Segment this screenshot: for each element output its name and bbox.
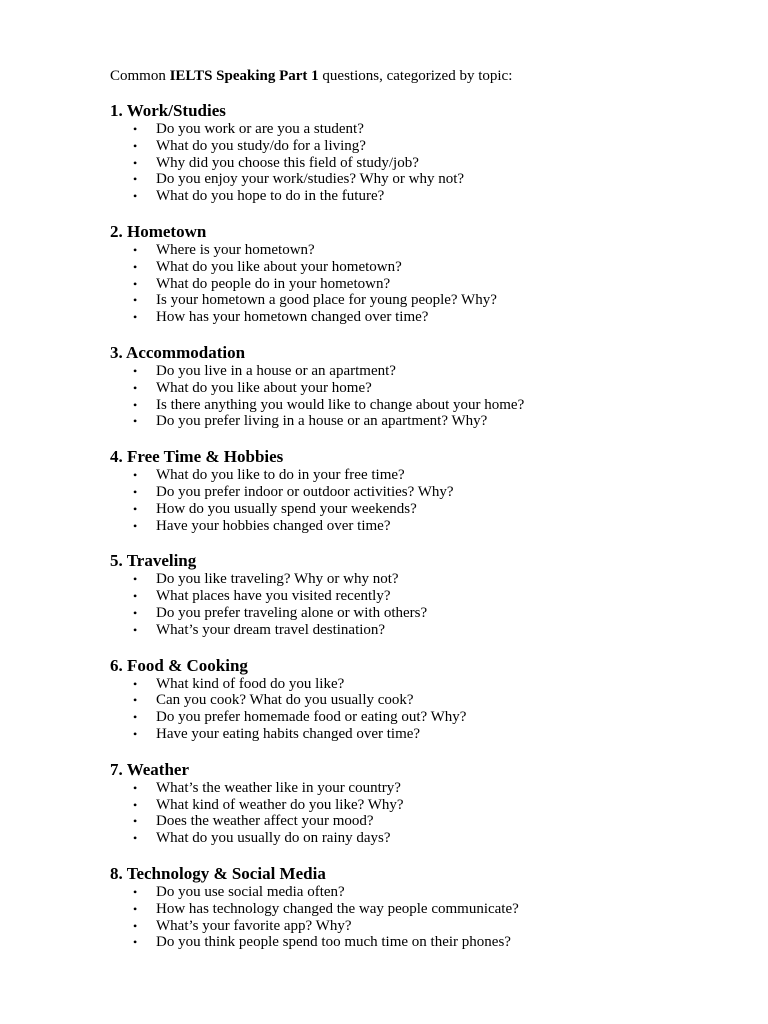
bullet-icon: •	[133, 414, 138, 429]
intro-line	[110, 68, 768, 85]
list-item	[110, 292, 768, 309]
bullet-icon: •	[133, 831, 138, 846]
bullet-icon: •	[133, 138, 138, 153]
question-list	[110, 363, 768, 430]
question-text: What kind of food do you like?	[156, 675, 345, 692]
section-heading: 7. Weather	[110, 759, 190, 779]
bullet-icon: •	[133, 276, 138, 291]
bullet-icon: •	[133, 242, 138, 257]
bullet-icon: •	[133, 484, 138, 499]
list-item	[110, 363, 768, 380]
list-item	[110, 188, 768, 205]
bullet-icon: •	[133, 622, 138, 637]
section	[110, 101, 768, 205]
question-text: How has technology changed the way people communicate?	[156, 900, 519, 917]
section-heading: 5. Traveling	[110, 551, 197, 571]
question-text: What do people do in your hometown?	[156, 275, 391, 292]
section	[110, 864, 768, 951]
section	[110, 343, 768, 430]
bullet-icon: •	[133, 518, 138, 533]
bullet-icon: •	[133, 310, 138, 325]
question-list	[110, 780, 768, 847]
question-list	[110, 676, 768, 743]
question-text: What’s your favorite app? Why?	[156, 917, 352, 934]
list-item	[110, 726, 768, 743]
list-item	[110, 901, 768, 918]
question-text: Do you think people spend too much time on their phones?	[156, 934, 511, 951]
section-heading: 2. Hometown	[110, 221, 207, 241]
list-item	[110, 484, 768, 501]
section	[110, 551, 768, 638]
list-item	[110, 309, 768, 326]
section-heading: 3. Accommodation	[110, 342, 246, 362]
bullet-icon: •	[133, 155, 138, 170]
question-text: Can you cook? What do you usually cook?	[156, 692, 414, 709]
bullet-icon: •	[133, 468, 138, 483]
bullet-icon: •	[133, 780, 138, 795]
question-text: What do you hope to do in the future?	[156, 188, 385, 205]
list-item	[110, 588, 768, 605]
question-text: Have your eating habits changed over time?	[156, 725, 421, 742]
question-text: What do you like about your home?	[156, 379, 372, 396]
list-item	[110, 467, 768, 484]
intro-bold: IELTS Speaking Part 1	[169, 68, 319, 84]
question-list	[110, 571, 768, 638]
bullet-icon: •	[133, 380, 138, 395]
question-text: What do you like to do in your free time?	[156, 467, 405, 484]
list-item	[110, 605, 768, 622]
bullet-icon: •	[133, 676, 138, 691]
section-heading: 8. Technology & Social Media	[110, 863, 326, 883]
bullet-icon: •	[133, 122, 138, 136]
list-item	[110, 692, 768, 709]
section	[110, 447, 768, 534]
section-heading: 1. Work/Studies	[110, 101, 226, 120]
question-text: Where is your hometown?	[156, 241, 315, 258]
list-item	[110, 380, 768, 397]
bullet-icon: •	[133, 918, 138, 933]
list-item	[110, 813, 768, 830]
question-list	[110, 121, 768, 205]
question-text: Do you live in a house or an apartment?	[156, 362, 396, 379]
question-text: What kind of weather do you like? Why?	[156, 796, 404, 813]
sections-container	[110, 101, 768, 951]
list-item	[110, 797, 768, 814]
list-item	[110, 138, 768, 155]
list-item	[110, 259, 768, 276]
question-text: What places have you visited recently?	[156, 588, 391, 605]
list-item	[110, 276, 768, 293]
bullet-icon: •	[133, 259, 138, 274]
question-text: Do you prefer living in a house or an apartment? Why?	[156, 413, 488, 430]
bullet-icon: •	[133, 293, 138, 308]
bullet-icon: •	[133, 901, 138, 916]
list-item	[110, 709, 768, 726]
question-text: Do you prefer indoor or outdoor activities? Why?	[156, 483, 454, 500]
bullet-icon: •	[133, 172, 138, 187]
question-text: How do you usually spend your weekends?	[156, 500, 417, 517]
list-item	[110, 171, 768, 188]
list-item	[110, 155, 768, 172]
question-list	[110, 467, 768, 534]
bullet-icon: •	[133, 726, 138, 741]
question-text: Do you use social media often?	[156, 883, 345, 900]
bullet-icon: •	[133, 589, 138, 604]
list-item	[110, 918, 768, 935]
list-item	[110, 413, 768, 430]
question-text: What do you like about your hometown?	[156, 258, 402, 275]
question-text: Do you prefer traveling alone or with others?	[156, 604, 428, 621]
bullet-icon: •	[133, 189, 138, 204]
list-item	[110, 501, 768, 518]
section	[110, 222, 768, 326]
question-text: What’s your dream travel destination?	[156, 621, 386, 638]
question-text: What do you usually do on rainy days?	[156, 830, 391, 847]
bullet-icon: •	[133, 693, 138, 708]
question-text: How has your hometown changed over time?	[156, 309, 429, 326]
section-heading: 4. Free Time & Hobbies	[110, 447, 284, 467]
question-list	[110, 884, 768, 951]
list-item	[110, 518, 768, 535]
bullet-icon: •	[133, 935, 138, 950]
list-item	[110, 934, 768, 951]
bullet-icon: •	[133, 884, 138, 899]
bullet-icon: •	[133, 572, 138, 587]
section	[110, 760, 768, 847]
question-text: Is your hometown a good place for young people? Why?	[156, 292, 497, 309]
question-text: Do you prefer homemade food or eating out? Why?	[156, 709, 467, 726]
list-item	[110, 830, 768, 847]
list-item	[110, 397, 768, 414]
intro-suffix: questions, categorized by topic:	[318, 68, 513, 84]
bullet-icon: •	[133, 397, 138, 412]
bullet-icon: •	[133, 605, 138, 620]
list-item	[110, 121, 768, 138]
bullet-icon: •	[133, 710, 138, 725]
question-text: Do you like traveling? Why or why not?	[156, 571, 399, 588]
list-item	[110, 242, 768, 259]
question-text: Do you work or are you a student?	[156, 121, 364, 137]
section-heading: 6. Food & Cooking	[110, 655, 248, 675]
question-text: Have your hobbies changed over time?	[156, 517, 391, 534]
list-item	[110, 884, 768, 901]
question-text: What’s the weather like in your country?	[156, 779, 401, 796]
list-item	[110, 780, 768, 797]
question-text: Why did you choose this field of study/job?	[156, 154, 419, 171]
bullet-icon: •	[133, 797, 138, 812]
question-text: Do you enjoy your work/studies? Why or why not?	[156, 171, 465, 188]
bullet-icon: •	[133, 814, 138, 829]
question-text: Is there anything you would like to change about your home?	[156, 396, 525, 413]
question-list	[110, 242, 768, 326]
question-text: What do you study/do for a living?	[156, 137, 366, 154]
section	[110, 656, 768, 743]
intro-prefix: Common	[110, 68, 170, 84]
list-item	[110, 571, 768, 588]
list-item	[110, 622, 768, 639]
bullet-icon: •	[133, 501, 138, 516]
bullet-icon: •	[133, 363, 138, 378]
question-text: Does the weather affect your mood?	[156, 813, 374, 830]
list-item	[110, 676, 768, 693]
